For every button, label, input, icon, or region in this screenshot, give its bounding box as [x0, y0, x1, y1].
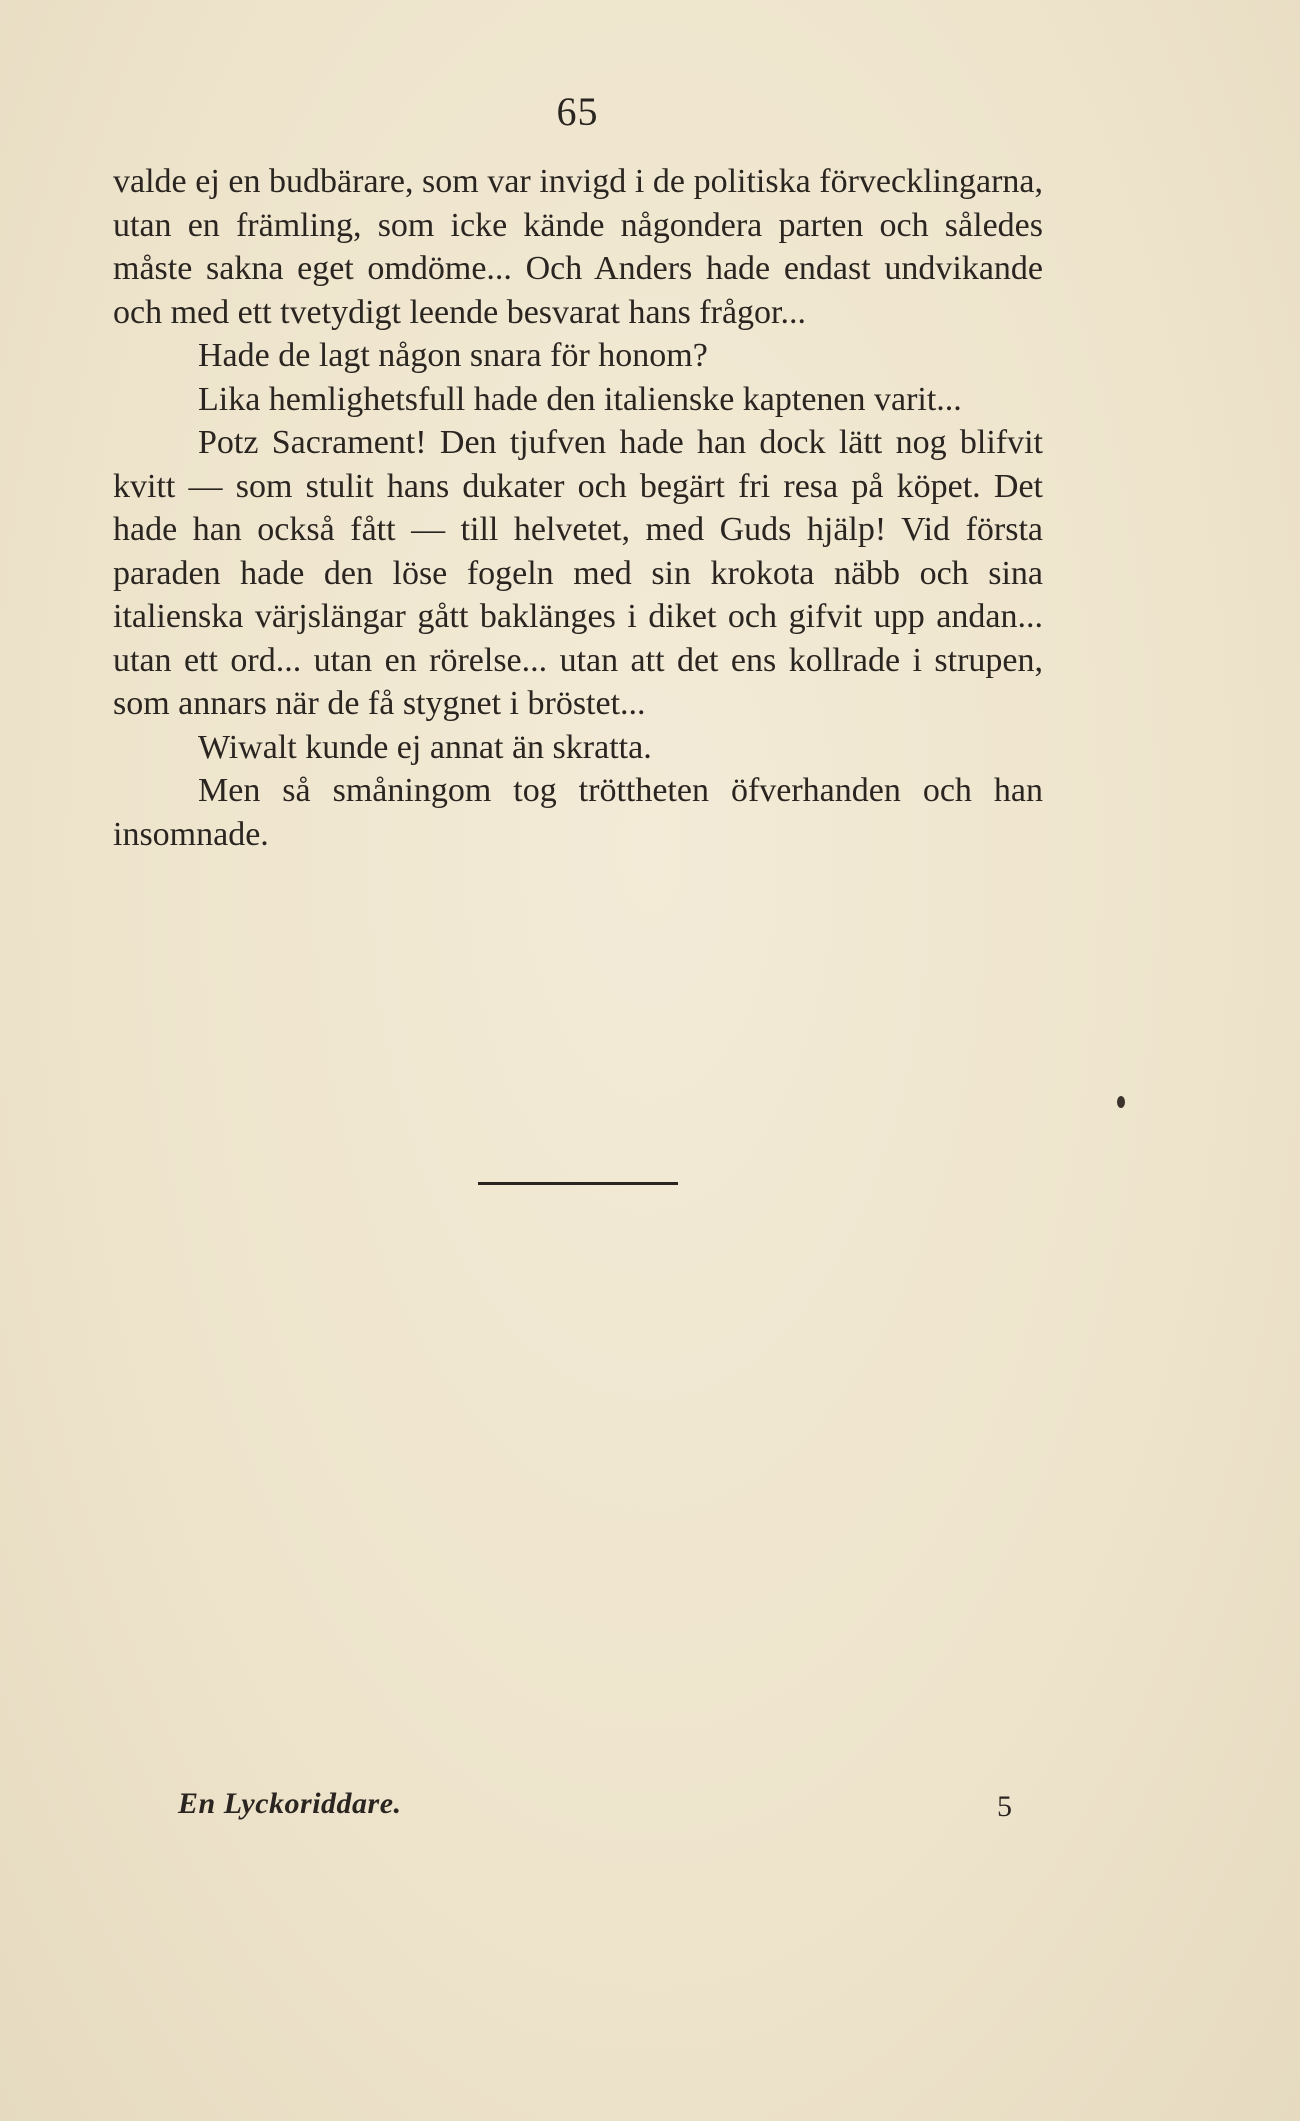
page-number: 65: [556, 89, 599, 134]
paragraph-1: valde ej en budbärare, som var invigd i de politiska förvecklingarna, utan en främling, som icke kände någondera parten och således måste sakna eget omdöme... Och Anders hade endast undvikande och med ett tvetydigt leende besvarat hans frågor...: [113, 163, 1043, 331]
paragraph-2: Hade de lagt någon snara för honom?: [198, 337, 708, 374]
paragraph-3: Lika hemlighetsfull hade den italienske kaptenen varit...: [198, 380, 962, 418]
footer-book-title: En Lyckoriddare.: [178, 1787, 402, 1820]
paragraph-6: Men så småningom tog tröttheten öfverhanden och han insomnade.: [113, 772, 1043, 853]
footer-signature-mark: 5: [997, 1790, 1012, 1823]
section-divider: [478, 1182, 678, 1185]
paragraph-4: Potz Sacrament! Den tjufven hade han dock lätt nog blifvit kvitt — som stulit hans dukater och begärt fri resa på köpet. Det hade han också fått — till helvetet, med Guds hjälp! Vid första paraden hade den löse fogeln med sin krokota näbb och sina italienska värjslängar gått baklänges i diket och gifvit upp andan... utan ett ord... utan en rörelse... utan att det ens kollrade i strupen, som annars när de få stygnet i bröstet...: [113, 424, 1043, 722]
paragraph-5: Wiwalt kunde ej annat än skratta.: [198, 728, 652, 766]
body-text: [113, 160, 1043, 856]
ink-speck: [1117, 1096, 1125, 1108]
